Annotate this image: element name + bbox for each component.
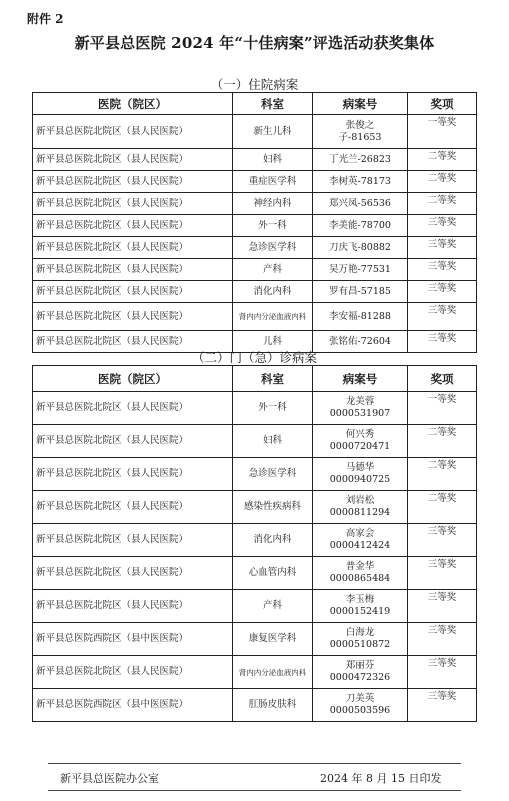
cell-hospital: 新平县总医院北院区（县人民医院） <box>33 557 233 590</box>
inpatient-table <box>32 92 477 353</box>
cell-dept: 外一科 <box>233 215 313 237</box>
cell-award: 二等奖 <box>408 458 477 491</box>
cell-record: 李树英-78173 <box>313 171 408 193</box>
inpatient-section-title: （一）住院病案 <box>210 77 299 92</box>
cell-hospital: 新平县总医院北院区（县人民医院） <box>33 425 233 458</box>
record-number: 0000412424 <box>329 540 391 551</box>
header-dept: 科室 <box>233 93 313 115</box>
patient-name: 马德华 <box>345 462 375 473</box>
cell-award: 二等奖 <box>408 193 477 215</box>
record-number: 0000152419 <box>329 606 391 617</box>
cell-dept: 妇科 <box>233 425 313 458</box>
table-row <box>33 237 477 259</box>
cell-hospital: 新平县总医院北院区（县人民医院） <box>33 392 233 425</box>
record-number: 0000865484 <box>329 573 391 584</box>
cell-award: 二等奖 <box>408 491 477 524</box>
cell-record: 罗有昌-57185 <box>313 281 408 303</box>
patient-name: 龙美蓉 <box>345 396 375 407</box>
cell-award: 三等奖 <box>408 689 477 722</box>
outpatient-table <box>32 365 477 722</box>
table-row <box>33 689 477 722</box>
table-row <box>33 425 477 458</box>
cell-hospital: 新平县总医院北院区（县人民医院） <box>33 115 233 149</box>
record-number: 0000531907 <box>329 408 391 419</box>
attachment-label: 附件 2 <box>27 12 64 26</box>
cell-award: 一等奖 <box>408 392 477 425</box>
cell-hospital: 新平县总医院北院区（县人民医院） <box>33 281 233 303</box>
patient-name: 何兴秀 <box>345 429 375 440</box>
cell-award: 一等奖 <box>408 115 477 149</box>
cell-award: 三等奖 <box>408 623 477 656</box>
cell-hospital: 新平县总医院北院区（县人民医院） <box>33 237 233 259</box>
cell-hospital: 新平县总医院北院区（县人民医院） <box>33 590 233 623</box>
cell-record <box>313 689 408 722</box>
cell-record: 刀庆飞-80882 <box>313 237 408 259</box>
cell-award: 二等奖 <box>408 149 477 171</box>
header-hospital: 医院（院区） <box>33 366 233 392</box>
cell-dept: 肾内内分泌血液内科 <box>233 656 313 689</box>
cell-hospital: 新平县总医院北院区（县人民医院） <box>33 524 233 557</box>
outpatient-section-title: （二）门（急）诊病案 <box>191 350 317 365</box>
inpatient-header-row <box>33 93 477 115</box>
header-hospital: 医院（院区） <box>33 93 233 115</box>
cell-dept: 产科 <box>233 259 313 281</box>
cell-record: 李安福-81288 <box>313 303 408 331</box>
cell-record <box>313 392 408 425</box>
table-row <box>33 524 477 557</box>
cell-award: 三等奖 <box>408 557 477 590</box>
table-row <box>33 303 477 331</box>
table-row <box>33 557 477 590</box>
header-award: 奖项 <box>408 93 477 115</box>
cell-award: 三等奖 <box>408 590 477 623</box>
record-number: 0000503596 <box>329 705 391 716</box>
table-row <box>33 115 477 149</box>
cell-dept: 儿科 <box>233 331 313 353</box>
cell-dept: 感染性疾病科 <box>233 491 313 524</box>
cell-record: 李美能-78700 <box>313 215 408 237</box>
cell-record: 张俊之子-81653 <box>313 115 408 149</box>
cell-award: 三等奖 <box>408 259 477 281</box>
cell-dept: 康复医学科 <box>233 623 313 656</box>
cell-record: 张铭佑-72604 <box>313 331 408 353</box>
outpatient-header-row <box>33 366 477 392</box>
header-record: 病案号 <box>313 93 408 115</box>
patient-name: 郑丽芬 <box>345 660 375 671</box>
cell-dept: 新生儿科 <box>233 115 313 149</box>
cell-record <box>313 425 408 458</box>
footer-issuer: 新平县总医院办公室 <box>60 772 159 785</box>
cell-hospital: 新平县总医院北院区（县人民医院） <box>33 193 233 215</box>
record-number: 0000720471 <box>329 441 391 452</box>
table-row <box>33 193 477 215</box>
cell-dept: 心血管内科 <box>233 557 313 590</box>
cell-record: 丁光兰-26823 <box>313 149 408 171</box>
cell-award: 二等奖 <box>408 425 477 458</box>
cell-record <box>313 458 408 491</box>
table-row <box>33 215 477 237</box>
cell-record <box>313 623 408 656</box>
cell-award: 三等奖 <box>408 656 477 689</box>
patient-name: 高家会 <box>345 528 375 539</box>
footer-date: 2024 年 8 月 15 日印发 <box>320 772 442 785</box>
cell-dept: 消化内科 <box>233 524 313 557</box>
cell-record <box>313 491 408 524</box>
cell-dept: 急诊医学科 <box>233 237 313 259</box>
cell-award: 三等奖 <box>408 215 477 237</box>
cell-dept: 消化内科 <box>233 281 313 303</box>
footer-bottom-rule <box>48 790 461 791</box>
record-number: 0000510872 <box>329 639 391 650</box>
header-award: 奖项 <box>408 366 477 392</box>
cell-dept: 产科 <box>233 590 313 623</box>
cell-record <box>313 524 408 557</box>
cell-hospital: 新平县总医院北院区（县人民医院） <box>33 458 233 491</box>
cell-dept: 肛肠皮肤科 <box>233 689 313 722</box>
record-number: 0000940725 <box>329 474 391 485</box>
cell-hospital: 新平县总医院北院区（县人民医院） <box>33 656 233 689</box>
cell-hospital: 新平县总医院北院区（县人民医院） <box>33 303 233 331</box>
table-row <box>33 149 477 171</box>
table-row <box>33 281 477 303</box>
patient-name: 白海龙 <box>345 627 375 638</box>
cell-record: 郑兴凤-56536 <box>313 193 408 215</box>
cell-hospital: 新平县总医院西院区（县中医医院） <box>33 689 233 722</box>
cell-hospital: 新平县总医院北院区（县人民医院） <box>33 259 233 281</box>
cell-dept: 外一科 <box>233 392 313 425</box>
table-row <box>33 491 477 524</box>
patient-name: 刘岩松 <box>345 495 375 506</box>
cell-award: 三等奖 <box>408 303 477 331</box>
cell-award: 二等奖 <box>408 171 477 193</box>
cell-dept: 急诊医学科 <box>233 458 313 491</box>
cell-award: 三等奖 <box>408 331 477 353</box>
cell-hospital: 新平县总医院北院区（县人民医院） <box>33 149 233 171</box>
cell-hospital: 新平县总医院北院区（县人民医院） <box>33 215 233 237</box>
cell-record <box>313 590 408 623</box>
cell-record: 吴万艳-77531 <box>313 259 408 281</box>
cell-hospital: 新平县总医院北院区（县人民医院） <box>33 171 233 193</box>
cell-dept: 妇科 <box>233 149 313 171</box>
cell-award: 三等奖 <box>408 524 477 557</box>
cell-dept: 神经内科 <box>233 193 313 215</box>
header-record: 病案号 <box>313 366 408 392</box>
cell-record <box>313 557 408 590</box>
document-title: 新平县总医院 2024 年“十佳病案”评选活动获奖集体 <box>74 34 435 52</box>
cell-dept: 重症医学科 <box>233 171 313 193</box>
patient-name: 普金华 <box>345 561 375 572</box>
table-row <box>33 259 477 281</box>
table-row <box>33 656 477 689</box>
cell-hospital: 新平县总医院西院区（县中医医院） <box>33 623 233 656</box>
cell-hospital: 新平县总医院北院区（县人民医院） <box>33 331 233 353</box>
cell-dept: 肾内内分泌血液内科 <box>233 303 313 331</box>
cell-award: 三等奖 <box>408 237 477 259</box>
table-row <box>33 458 477 491</box>
table-row <box>33 590 477 623</box>
record-number: 0000811294 <box>329 507 391 518</box>
cell-record <box>313 656 408 689</box>
footer-top-rule <box>48 763 461 764</box>
patient-name: 刀美英 <box>345 693 375 704</box>
table-row <box>33 171 477 193</box>
cell-hospital: 新平县总医院北院区（县人民医院） <box>33 491 233 524</box>
record-number: 0000472326 <box>329 672 391 683</box>
header-dept: 科室 <box>233 366 313 392</box>
patient-name: 李玉梅 <box>345 594 375 605</box>
table-row <box>33 392 477 425</box>
table-row <box>33 623 477 656</box>
cell-award: 三等奖 <box>408 281 477 303</box>
